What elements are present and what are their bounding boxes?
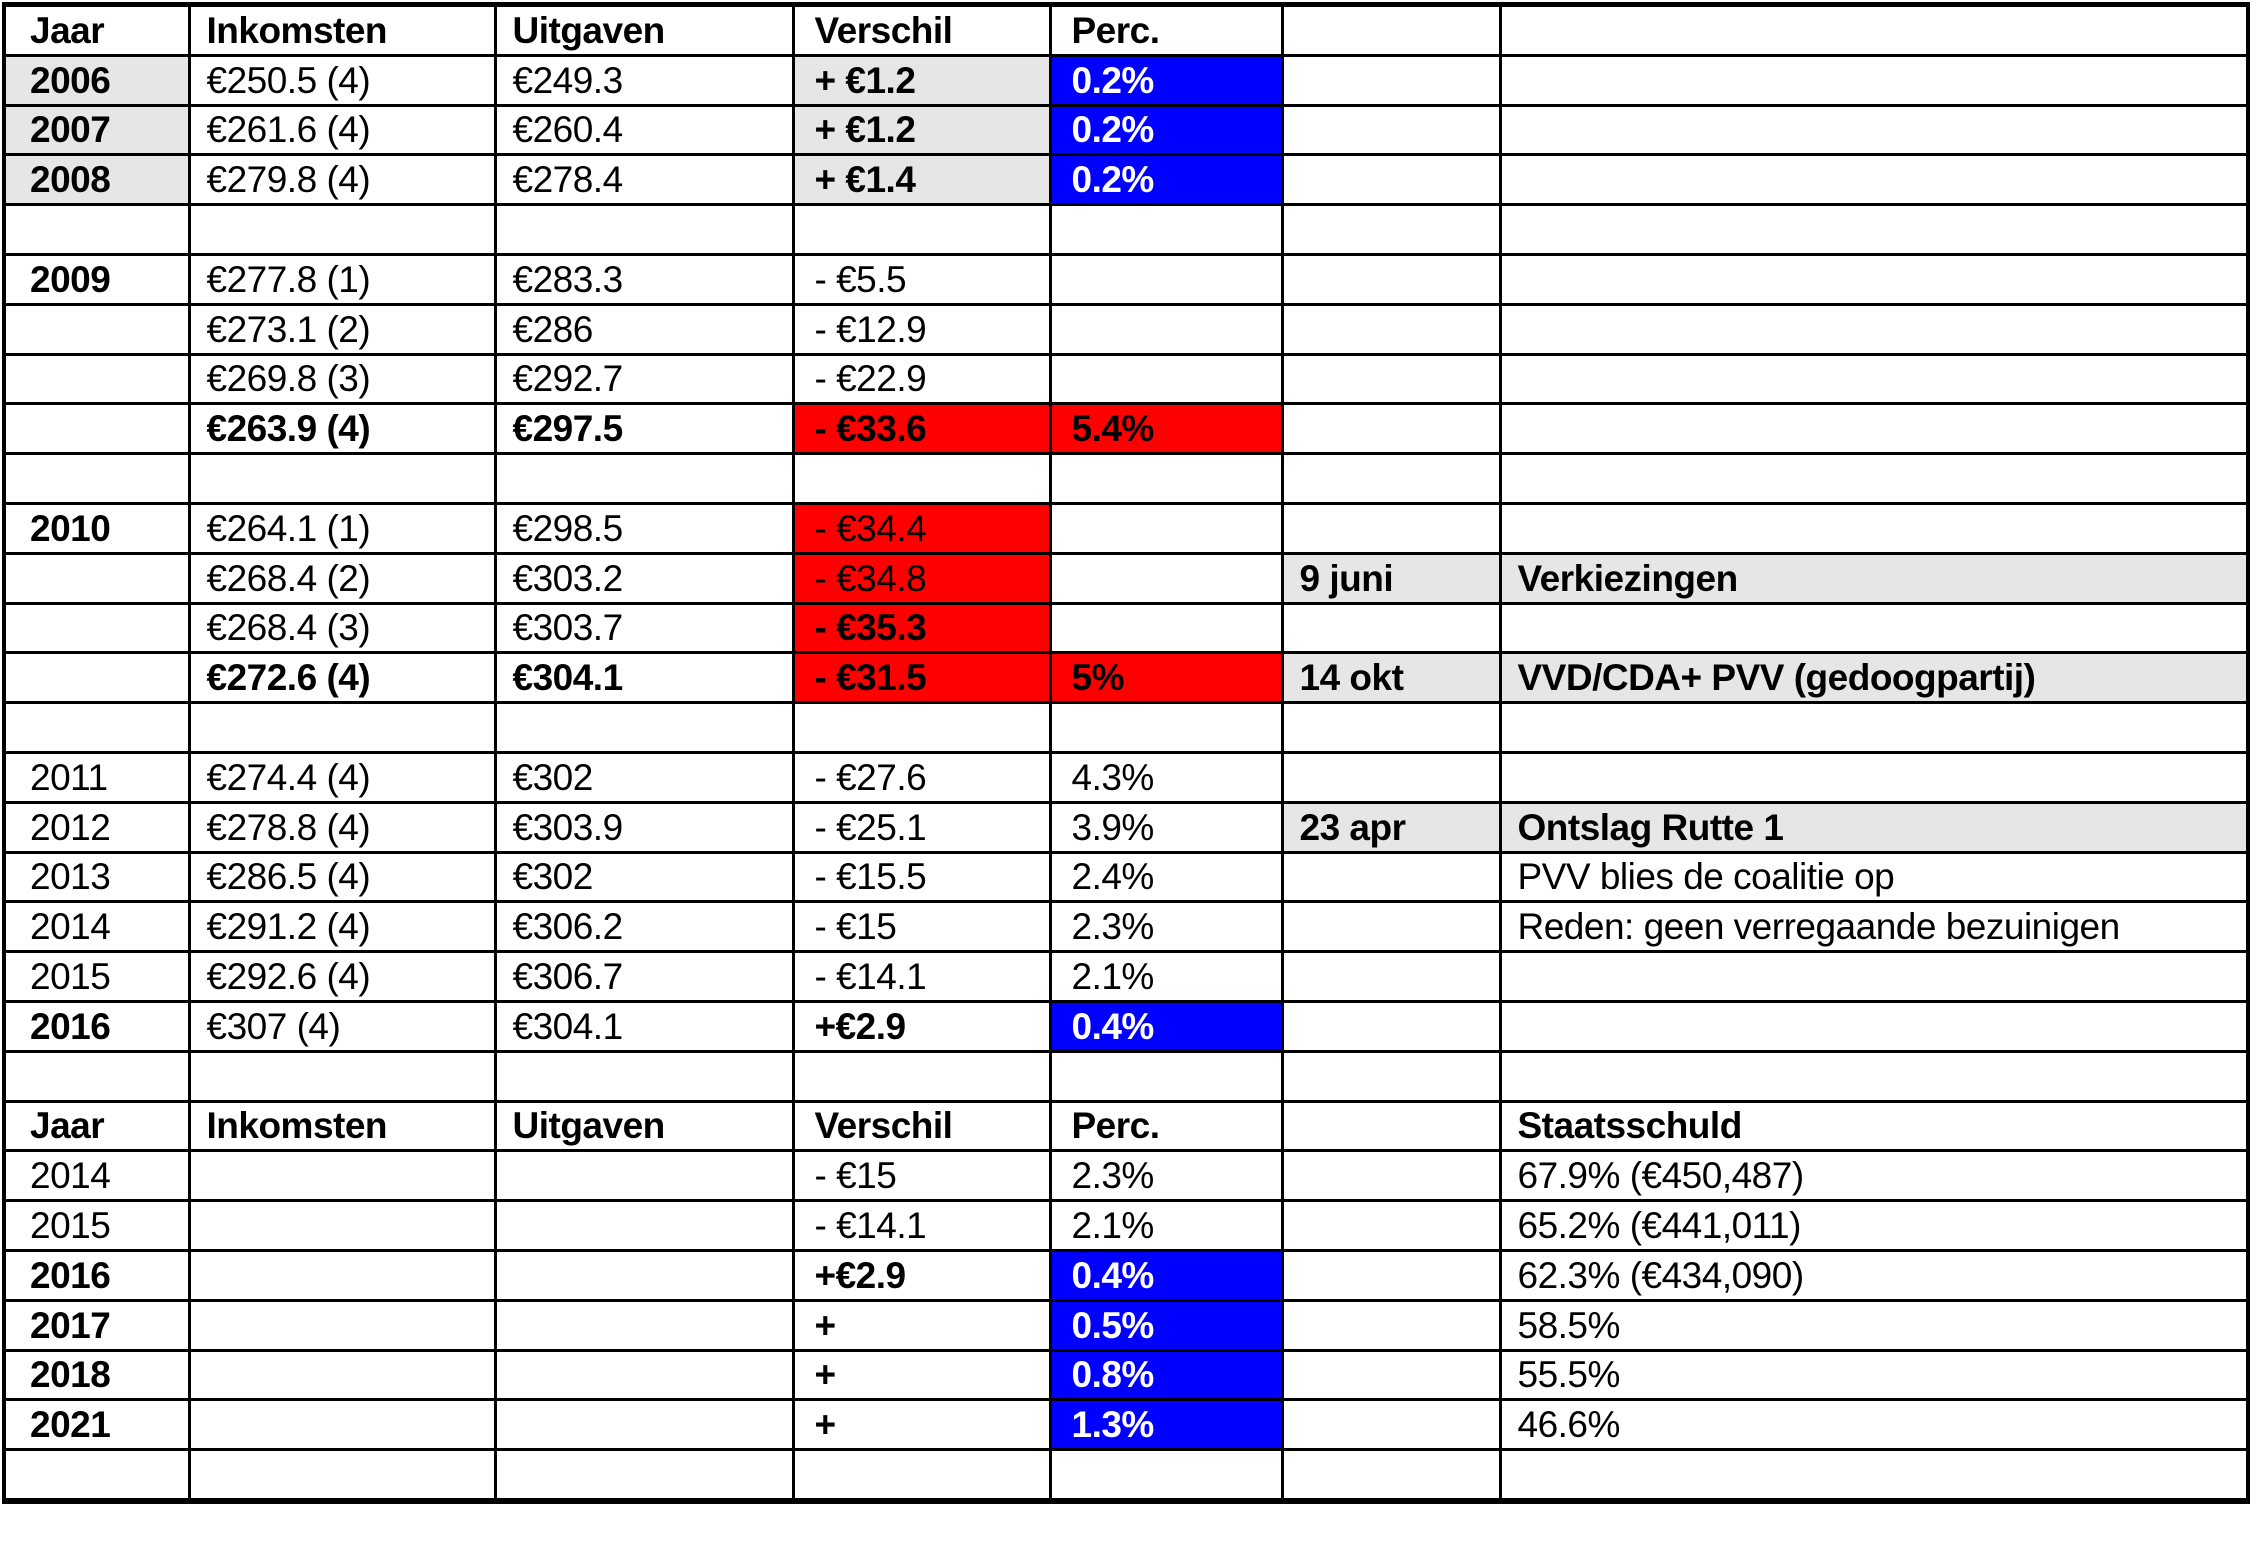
table-row [4, 653, 2248, 703]
table-row [4, 1151, 2248, 1201]
table-cell[interactable] [4, 1450, 189, 1501]
table-cell[interactable]: €249.3 [495, 55, 793, 105]
table-cell[interactable] [1050, 1051, 1282, 1101]
table-cell[interactable] [1282, 254, 1500, 304]
table-cell[interactable]: €277.8 (1) [189, 254, 495, 304]
table-cell[interactable] [1500, 1001, 2248, 1051]
table-cell[interactable]: 46.6% [1500, 1400, 2248, 1450]
table-cell[interactable]: 9 juni [1282, 553, 1500, 603]
table-cell[interactable] [495, 1400, 793, 1450]
table-cell[interactable] [1282, 1400, 1500, 1450]
table-cell[interactable]: +€2.9 [793, 1250, 1050, 1300]
table-cell[interactable]: 0.2% [1050, 105, 1282, 155]
table-cell[interactable] [1282, 1201, 1500, 1251]
table-cell[interactable]: Inkomsten [189, 1101, 495, 1151]
table-cell[interactable] [1282, 603, 1500, 653]
table-cell[interactable] [1282, 1001, 1500, 1051]
table-cell[interactable] [1282, 1151, 1500, 1201]
table-cell[interactable] [1050, 354, 1282, 404]
table-cell[interactable]: 2015 [4, 1201, 189, 1251]
table-cell[interactable] [1500, 254, 2248, 304]
table-cell[interactable]: 1.3% [1050, 1400, 1282, 1450]
table-cell[interactable] [189, 1250, 495, 1300]
table-cell[interactable]: + €1.2 [793, 105, 1050, 155]
table-cell[interactable]: - €12.9 [793, 304, 1050, 354]
table-cell[interactable]: €306.7 [495, 952, 793, 1002]
table-cell[interactable]: 62.3% (€434,090) [1500, 1250, 2248, 1300]
table-cell[interactable]: 14 okt [1282, 653, 1500, 703]
table-cell[interactable]: Perc. [1050, 5, 1282, 56]
table-cell[interactable] [1050, 603, 1282, 653]
table-row [4, 952, 2248, 1002]
table-cell[interactable] [4, 354, 189, 404]
table-cell[interactable]: - €31.5 [793, 653, 1050, 703]
table-cell[interactable]: +€2.9 [793, 1001, 1050, 1051]
table-cell[interactable]: €307 (4) [189, 1001, 495, 1051]
table-cell[interactable] [4, 454, 189, 504]
table-cell[interactable] [1500, 1450, 2248, 1501]
table-cell[interactable] [1500, 703, 2248, 753]
table-cell[interactable] [1282, 1250, 1500, 1300]
table-cell[interactable]: 2010 [4, 503, 189, 553]
table-cell[interactable]: 2018 [4, 1350, 189, 1400]
table-cell[interactable]: Uitgaven [495, 1101, 793, 1151]
table-cell[interactable] [495, 1350, 793, 1400]
table-cell[interactable]: 58.5% [1500, 1300, 2248, 1350]
table-cell[interactable] [189, 454, 495, 504]
table-cell[interactable] [1282, 404, 1500, 454]
table-cell[interactable] [1282, 5, 1500, 56]
table-cell[interactable]: €302 [495, 852, 793, 902]
table-row [4, 1001, 2248, 1051]
table-cell[interactable]: 2012 [4, 802, 189, 852]
table-cell[interactable]: €306.2 [495, 902, 793, 952]
table-cell[interactable] [495, 1450, 793, 1501]
table-cell[interactable] [1282, 1300, 1500, 1350]
table-cell[interactable] [793, 205, 1050, 255]
table-cell[interactable] [1500, 5, 2248, 56]
table-cell[interactable]: €268.4 (2) [189, 553, 495, 603]
table-row [4, 1101, 2248, 1151]
table-row [4, 205, 2248, 255]
table-cell[interactable]: 2.3% [1050, 1151, 1282, 1201]
table-cell[interactable]: - €15 [793, 1151, 1050, 1201]
table-cell[interactable]: €303.9 [495, 802, 793, 852]
table-row [4, 902, 2248, 952]
table-row [4, 802, 2248, 852]
table-cell[interactable] [4, 553, 189, 603]
table-cell[interactable] [1050, 454, 1282, 504]
table-cell[interactable] [1282, 1051, 1500, 1101]
table-cell[interactable] [1500, 952, 2248, 1002]
table-cell[interactable] [1500, 752, 2248, 802]
table-cell[interactable] [4, 1051, 189, 1101]
table-cell[interactable]: €250.5 (4) [189, 55, 495, 105]
table-cell[interactable]: 65.2% (€441,011) [1500, 1201, 2248, 1251]
table-cell[interactable]: €303.2 [495, 553, 793, 603]
table-cell[interactable]: - €22.9 [793, 354, 1050, 404]
table-cell[interactable]: - €34.8 [793, 553, 1050, 603]
table-cell[interactable] [1282, 354, 1500, 404]
table-cell[interactable]: 2014 [4, 1151, 189, 1201]
table-row [4, 1400, 2248, 1450]
table-cell[interactable] [1282, 952, 1500, 1002]
table-cell[interactable] [1500, 454, 2248, 504]
table-cell[interactable]: €298.5 [495, 503, 793, 553]
table-row [4, 404, 2248, 454]
table-row [4, 454, 2248, 504]
table-cell[interactable] [1500, 503, 2248, 553]
table-cell[interactable] [1500, 1051, 2248, 1101]
table-cell[interactable]: - €27.6 [793, 752, 1050, 802]
table-cell[interactable]: Verkiezingen [1500, 553, 2248, 603]
table-cell[interactable]: 0.2% [1050, 155, 1282, 205]
table-cell[interactable] [189, 1400, 495, 1450]
table-cell[interactable] [1050, 703, 1282, 753]
table-cell[interactable]: Verschil [793, 1101, 1050, 1151]
table-cell[interactable] [1282, 1450, 1500, 1501]
table-cell[interactable]: €263.9 (4) [189, 404, 495, 454]
table-cell[interactable]: 2.3% [1050, 902, 1282, 952]
table-cell[interactable] [495, 1250, 793, 1300]
table-cell[interactable]: - €34.4 [793, 503, 1050, 553]
table-cell[interactable]: Ontslag Rutte 1 [1500, 802, 2248, 852]
table-cell[interactable] [4, 404, 189, 454]
table-cell[interactable]: €273.1 (2) [189, 304, 495, 354]
table-row [4, 1201, 2248, 1251]
table-cell[interactable]: Verschil [793, 5, 1050, 56]
table-cell[interactable]: + €1.2 [793, 55, 1050, 105]
table-cell[interactable]: 0.4% [1050, 1001, 1282, 1051]
table-cell[interactable]: + [793, 1350, 1050, 1400]
table-cell[interactable]: - €25.1 [793, 802, 1050, 852]
table-cell[interactable] [4, 205, 189, 255]
table-cell[interactable] [495, 1051, 793, 1101]
table-cell[interactable]: - €35.3 [793, 603, 1050, 653]
table-cell[interactable]: 2.4% [1050, 852, 1282, 902]
table-cell[interactable]: 2014 [4, 902, 189, 952]
table-cell[interactable] [1282, 105, 1500, 155]
table-cell[interactable]: €272.6 (4) [189, 653, 495, 703]
table-cell[interactable]: 2021 [4, 1400, 189, 1450]
table-cell[interactable]: €304.1 [495, 653, 793, 703]
table-cell[interactable]: 2013 [4, 852, 189, 902]
table-cell[interactable] [1282, 155, 1500, 205]
table-row [4, 254, 2248, 304]
table-row [4, 553, 2248, 603]
table-cell[interactable] [1050, 304, 1282, 354]
table-cell[interactable]: 5.4% [1050, 404, 1282, 454]
table-cell[interactable] [189, 205, 495, 255]
table-cell[interactable]: €261.6 (4) [189, 105, 495, 155]
table-cell[interactable] [495, 454, 793, 504]
table-cell[interactable] [1282, 205, 1500, 255]
table-cell[interactable] [1050, 503, 1282, 553]
table-cell[interactable] [1500, 354, 2248, 404]
table-cell[interactable]: 0.5% [1050, 1300, 1282, 1350]
table-cell[interactable]: €292.6 (4) [189, 952, 495, 1002]
table-row [4, 354, 2248, 404]
table-cell[interactable]: Staatsschuld [1500, 1101, 2248, 1151]
table-cell[interactable]: - €14.1 [793, 1201, 1050, 1251]
table-cell[interactable]: 2008 [4, 155, 189, 205]
table-cell[interactable] [495, 205, 793, 255]
table-cell[interactable]: €279.8 (4) [189, 155, 495, 205]
table-cell[interactable] [4, 304, 189, 354]
table-row [4, 304, 2248, 354]
table-cell[interactable] [1050, 553, 1282, 603]
table-cell[interactable]: 0.4% [1050, 1250, 1282, 1300]
table-row [4, 603, 2248, 653]
table-cell[interactable]: €278.8 (4) [189, 802, 495, 852]
table-cell[interactable]: 4.3% [1050, 752, 1282, 802]
table-cell[interactable]: Jaar [4, 1101, 189, 1151]
table-cell[interactable]: Inkomsten [189, 5, 495, 56]
table-cell[interactable]: €286 [495, 304, 793, 354]
table-cell[interactable]: 2017 [4, 1300, 189, 1350]
table-cell[interactable]: - €5.5 [793, 254, 1050, 304]
table-cell[interactable] [1282, 852, 1500, 902]
table-cell[interactable] [1500, 105, 2248, 155]
table-cell[interactable]: €264.1 (1) [189, 503, 495, 553]
table-cell[interactable]: €291.2 (4) [189, 902, 495, 952]
table-cell[interactable]: 23 apr [1282, 802, 1500, 852]
table-cell[interactable] [1282, 55, 1500, 105]
table-cell[interactable]: VVD/CDA+ PVV (gedoogpartij) [1500, 653, 2248, 703]
table-cell[interactable]: €278.4 [495, 155, 793, 205]
table-row [4, 1450, 2248, 1501]
table-cell[interactable]: + €1.4 [793, 155, 1050, 205]
table-row [4, 1300, 2248, 1350]
table-cell[interactable] [793, 454, 1050, 504]
table-cell[interactable] [1282, 304, 1500, 354]
table-cell[interactable]: €260.4 [495, 105, 793, 155]
table-cell[interactable]: 0.2% [1050, 55, 1282, 105]
table-row [4, 503, 2248, 553]
table-cell[interactable] [1282, 752, 1500, 802]
table-cell[interactable]: 2009 [4, 254, 189, 304]
table-cell[interactable]: 2016 [4, 1001, 189, 1051]
table-cell[interactable] [1050, 254, 1282, 304]
table-cell[interactable]: 2.1% [1050, 952, 1282, 1002]
table-cell[interactable] [189, 1450, 495, 1501]
table-cell[interactable] [189, 1300, 495, 1350]
table-row [4, 155, 2248, 205]
table-cell[interactable]: 3.9% [1050, 802, 1282, 852]
table-cell[interactable]: 2007 [4, 105, 189, 155]
table-cell[interactable] [495, 703, 793, 753]
table-row [4, 105, 2248, 155]
table-cell[interactable] [1282, 1350, 1500, 1400]
table-cell[interactable]: 2006 [4, 55, 189, 105]
table-cell[interactable] [1500, 404, 2248, 454]
table-cell[interactable]: €286.5 (4) [189, 852, 495, 902]
table-row [4, 703, 2248, 753]
table-cell[interactable] [4, 653, 189, 703]
table-cell[interactable]: €304.1 [495, 1001, 793, 1051]
table-cell[interactable]: PVV blies de coalitie op [1500, 852, 2248, 902]
table-cell[interactable] [1050, 1450, 1282, 1501]
table-cell[interactable] [1282, 503, 1500, 553]
table-cell[interactable] [4, 603, 189, 653]
budget-table [2, 2, 2250, 1504]
table-cell[interactable]: Reden: geen verregaande bezuinigen [1500, 902, 2248, 952]
table-cell[interactable]: €274.4 (4) [189, 752, 495, 802]
table-cell[interactable]: + [793, 1400, 1050, 1450]
table-cell[interactable]: 0.8% [1050, 1350, 1282, 1400]
table-cell[interactable] [793, 1450, 1050, 1501]
table-cell[interactable] [189, 703, 495, 753]
table-cell[interactable]: €302 [495, 752, 793, 802]
table-cell[interactable]: + [793, 1300, 1050, 1350]
table-cell[interactable] [189, 1151, 495, 1201]
table-cell[interactable]: €297.5 [495, 404, 793, 454]
table-cell[interactable] [189, 1201, 495, 1251]
table-cell[interactable] [1282, 1101, 1500, 1151]
table-cell[interactable]: 2011 [4, 752, 189, 802]
table-cell[interactable]: - €33.6 [793, 404, 1050, 454]
table-cell[interactable]: 2016 [4, 1250, 189, 1300]
table-cell[interactable] [1050, 205, 1282, 255]
table-cell[interactable] [189, 1051, 495, 1101]
table-row [4, 5, 2248, 56]
table-cell[interactable] [1500, 155, 2248, 205]
table-cell[interactable] [1500, 55, 2248, 105]
table-cell[interactable] [4, 703, 189, 753]
table-row [4, 55, 2248, 105]
table-cell[interactable] [1282, 454, 1500, 504]
table-cell[interactable]: 67.9% (€450,487) [1500, 1151, 2248, 1201]
table-cell[interactable]: Uitgaven [495, 5, 793, 56]
budget-table-body [4, 5, 2248, 1501]
table-row [4, 1250, 2248, 1300]
table-cell[interactable]: €292.7 [495, 354, 793, 404]
table-cell[interactable] [495, 1300, 793, 1350]
table-cell[interactable]: Jaar [4, 5, 189, 56]
table-cell[interactable] [1282, 902, 1500, 952]
table-cell[interactable]: €269.8 (3) [189, 354, 495, 404]
table-cell[interactable] [1500, 603, 2248, 653]
table-cell[interactable]: 5% [1050, 653, 1282, 703]
table-cell[interactable]: - €15 [793, 902, 1050, 952]
table-row [4, 1051, 2248, 1101]
table-cell[interactable] [1282, 703, 1500, 753]
table-cell[interactable]: €303.7 [495, 603, 793, 653]
table-cell[interactable]: - €15.5 [793, 852, 1050, 902]
table-cell[interactable] [1500, 304, 2248, 354]
table-cell[interactable] [1500, 205, 2248, 255]
table-cell[interactable]: €268.4 (3) [189, 603, 495, 653]
table-cell[interactable]: 2.1% [1050, 1201, 1282, 1251]
table-cell[interactable]: €283.3 [495, 254, 793, 304]
table-cell[interactable] [793, 1051, 1050, 1101]
table-cell[interactable]: 55.5% [1500, 1350, 2248, 1400]
table-cell[interactable]: 2015 [4, 952, 189, 1002]
table-cell[interactable] [189, 1350, 495, 1400]
table-cell[interactable] [495, 1151, 793, 1201]
table-cell[interactable]: Perc. [1050, 1101, 1282, 1151]
table-cell[interactable] [793, 703, 1050, 753]
table-cell[interactable] [495, 1201, 793, 1251]
table-row [4, 752, 2248, 802]
table-row [4, 1350, 2248, 1400]
table-row [4, 852, 2248, 902]
table-cell[interactable]: - €14.1 [793, 952, 1050, 1002]
